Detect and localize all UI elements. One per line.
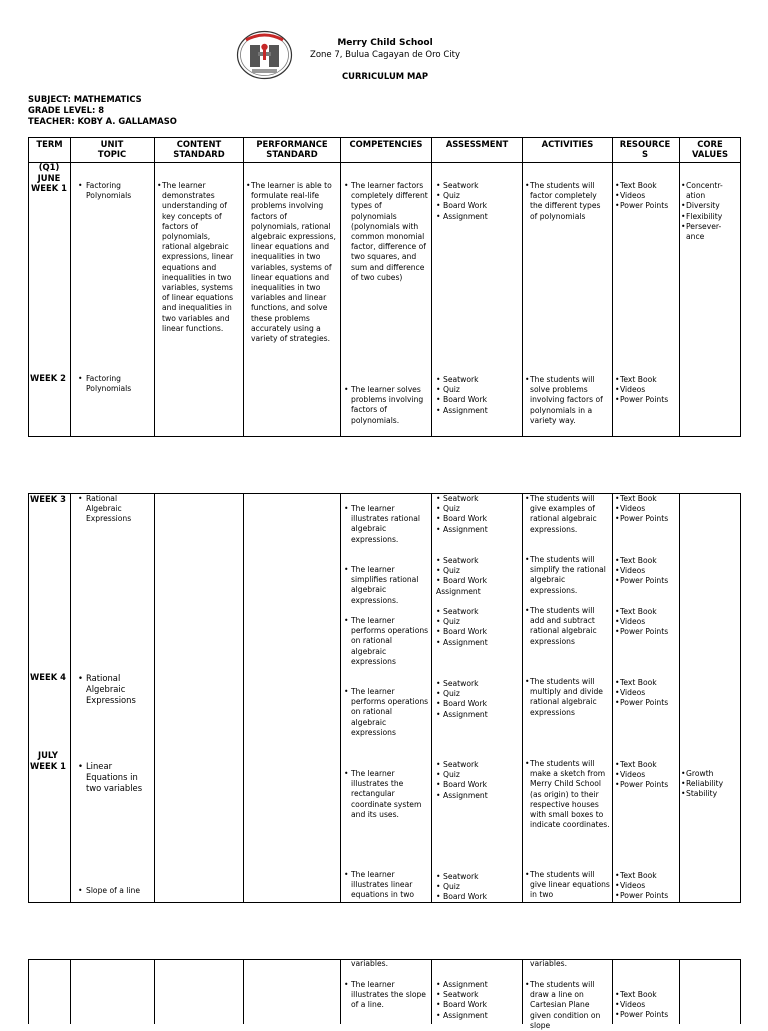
resource-item: • Power Points	[615, 698, 679, 708]
core-value: • Growth	[681, 769, 739, 779]
assessment-list	[436, 760, 520, 801]
assessment-item: • Board Work	[436, 576, 520, 586]
assessment-item: • Assignment	[436, 212, 520, 222]
activity: • The students will simplify the rational algebraic expressions.	[525, 555, 610, 596]
grade-label: GRADE LEVEL: 8	[28, 105, 105, 115]
assessment-item: Assignment	[436, 586, 481, 596]
competency-continued: variables.	[351, 959, 389, 968]
competency: • The learner simplifies rational algebraic expressions.	[344, 565, 429, 606]
resource-item: • Videos	[615, 385, 679, 395]
unit-topic: • Linear Equations in two variables	[78, 761, 150, 795]
assessment-bullets	[436, 556, 520, 587]
unit-topic: • Slope of a line	[78, 886, 150, 896]
resource-item: • Text Book	[615, 990, 679, 1000]
resources-list	[615, 494, 679, 525]
resources-list	[615, 375, 679, 406]
assessment-item: • Board Work	[436, 1000, 520, 1010]
assessment-item: • Quiz	[436, 191, 520, 201]
document-title: CURRICULUM MAP	[342, 71, 428, 81]
resources-list	[615, 556, 679, 587]
competency-cell	[344, 870, 429, 901]
subject-label: SUBJECT: MATHEMATICS	[28, 94, 142, 104]
content-standard: • The learner demonstrates understanding of key concepts of factors of polynomials, rational algebraic expressions, linear equations and inequalities in two variables, systems of linear equations and inequalities in two variables and linear functions.	[157, 181, 241, 334]
assessment-item: • Board Work	[436, 780, 520, 790]
resource-item: • Videos	[615, 688, 679, 698]
header-unit-topic: UNIT TOPIC	[97, 139, 127, 159]
activity-cell	[525, 494, 610, 535]
activity-cell	[525, 555, 610, 596]
term-week-2: WEEK 2	[30, 373, 66, 383]
term-week-4: WEEK 4	[30, 672, 66, 682]
resource-item: • Power Points	[615, 780, 679, 790]
assessment-list	[436, 494, 520, 535]
performance-standard: • The learner is able to formulate real-life problems involving factors of polynomials, rational algebraic expressions, linear equations and inequalities in two variables, systems of linear equations and inequalities in two variables and linear functions, and solve these problems accurately using a variety of strategies.	[246, 181, 337, 344]
assessment-item: • Assignment	[436, 710, 520, 720]
core-values-list	[681, 181, 739, 242]
assessment-list	[436, 872, 520, 903]
unit-topic-cell	[78, 673, 150, 707]
resource-item: • Videos	[615, 566, 679, 576]
resource-item: • Videos	[615, 770, 679, 780]
activity: • The students will make a sketch from Merry Child School (as origin) to their respective houses with small boxes to indicate coordinates.	[525, 759, 610, 830]
resource-item: • Text Book	[615, 678, 679, 688]
resource-item: • Power Points	[615, 514, 679, 524]
activity-cell	[525, 980, 610, 1031]
header-core-values: CORE VALUES	[692, 139, 728, 159]
school-address: Zone 7, Bulua Cagayan de Oro City	[310, 50, 460, 60]
content-standard-cell	[157, 181, 241, 334]
assessment-item: • Board Work	[436, 699, 520, 709]
resources-list	[615, 990, 679, 1021]
resource-item: • Power Points	[615, 627, 679, 637]
resources-list	[615, 760, 679, 791]
competency: • The learner illustrates the slope of a line.	[344, 980, 429, 1011]
assessment-item: • Seatwork	[436, 990, 520, 1000]
assessment-item: • Assignment	[436, 1011, 520, 1021]
assessment-item: • Board Work	[436, 627, 520, 637]
assessment-list	[436, 607, 520, 648]
activity: • The students will factor completely the different types of polynomials	[525, 181, 610, 222]
term-q1-june-week-1: (Q1) JUNE WEEK 1	[31, 162, 67, 193]
term-week-3: WEEK 3	[30, 494, 66, 504]
assessment-list	[436, 375, 520, 416]
core-value: • Persever-ance	[681, 222, 739, 242]
assessment-item: • Seatwork	[436, 556, 520, 566]
school-logo	[236, 30, 293, 80]
core-value: • Concentr-ation	[681, 181, 739, 201]
assessment-item: • Seatwork	[436, 872, 520, 882]
resource-item: • Power Points	[615, 576, 679, 586]
activity-continued: variables.	[530, 959, 568, 968]
unit-topic-cell	[78, 181, 150, 201]
assessment-item: • Board Work	[436, 201, 520, 211]
assessment-list	[436, 181, 520, 222]
assessment-item: • Quiz	[436, 385, 520, 395]
resource-item: • Text Book	[615, 181, 679, 191]
resources-list	[615, 181, 679, 212]
unit-topic-cell	[78, 374, 150, 394]
competency-cell	[344, 980, 429, 1011]
performance-standard-cell	[246, 181, 337, 344]
resource-item: • Videos	[615, 504, 679, 514]
header-resources: RESOURCE S	[619, 139, 671, 159]
resources-list	[615, 871, 679, 902]
header-performance-standard: PERFORMANCE STANDARD	[256, 139, 328, 159]
assessment-item: • Quiz	[436, 566, 520, 576]
assessment-item: • Assignment	[436, 791, 520, 801]
activity: • The students will multiply and divide rational algebraic expressions	[525, 677, 610, 718]
resource-item: • Videos	[615, 1000, 679, 1010]
unit-topic-cell	[78, 494, 150, 525]
assessment-item: • Assignment	[436, 638, 520, 648]
assessment-list	[436, 556, 520, 597]
competency-cell	[344, 616, 429, 667]
competency: • The learner illustrates the rectangular coordinate system and its uses.	[344, 769, 429, 820]
assessment-item: • Board Work	[436, 514, 520, 524]
header-assessment: ASSESSMENT	[445, 139, 509, 149]
assessment-item: • Seatwork	[436, 607, 520, 617]
resources-list	[615, 607, 679, 638]
competency: • The learner factors completely different types of polynomials (polynomials with common monomial factor, difference of two squares, and sum and difference of two cubes)	[344, 181, 429, 283]
assessment-item: • Board Work	[436, 395, 520, 405]
resource-item: • Text Book	[615, 760, 679, 770]
assessment-item: • Quiz	[436, 770, 520, 780]
competency: • The learner performs operations on rational algebraic expressions	[344, 687, 429, 738]
assessment-item: • Quiz	[436, 689, 520, 699]
core-value: • Stability	[681, 789, 739, 799]
core-value: • Reliability	[681, 779, 739, 789]
unit-topic: • Rational Algebraic Expressions	[78, 673, 150, 707]
resource-item: • Text Book	[615, 871, 679, 881]
activity-cell	[525, 606, 610, 647]
activity: • The students will give examples of rational algebraic expressions.	[525, 494, 610, 535]
core-values-list	[681, 769, 739, 800]
resource-item: • Text Book	[615, 556, 679, 566]
competency: • The learner solves problems involving factors of polynomials.	[344, 385, 429, 426]
assessment-item: • Quiz	[436, 617, 520, 627]
activity-cell	[525, 759, 610, 830]
assessment-item: • Seatwork	[436, 494, 520, 504]
competency-cell	[344, 504, 429, 545]
assessment-item: • Seatwork	[436, 760, 520, 770]
core-value: • Diversity	[681, 201, 739, 211]
unit-topic: • Factoring Polynomials	[78, 181, 150, 201]
resource-item: • Videos	[615, 191, 679, 201]
unit-topic: • Factoring Polynomials	[78, 374, 150, 394]
resource-item: • Text Book	[615, 607, 679, 617]
resource-item: • Power Points	[615, 1010, 679, 1020]
unit-topic-cell	[78, 761, 150, 795]
teacher-label: TEACHER: KOBY A. GALLAMASO	[28, 116, 177, 126]
competency: • The learner performs operations on rational algebraic expressions	[344, 616, 429, 667]
school-name: Merry Child School	[337, 38, 433, 48]
assessment-item: • Assignment	[436, 406, 520, 416]
resource-item: • Videos	[615, 617, 679, 627]
competency-cell	[344, 769, 429, 820]
unit-topic: • Rational Algebraic Expressions	[78, 494, 150, 525]
resource-item: • Power Points	[615, 395, 679, 405]
competency-cell	[344, 565, 429, 606]
resource-item: • Videos	[615, 881, 679, 891]
resource-item: • Power Points	[615, 201, 679, 211]
competency: • The learner illustrates linear equations in two	[344, 870, 429, 901]
activity-cell	[525, 677, 610, 718]
assessment-item: • Seatwork	[436, 375, 520, 385]
competency-cell	[344, 181, 429, 283]
activity: • The students will add and subtract rational algebraic expressions	[525, 606, 610, 647]
assessment-item: • Seatwork	[436, 679, 520, 689]
assessment-item: • Quiz	[436, 882, 520, 892]
unit-topic-cell	[78, 886, 150, 896]
assessment-item: • Board Work	[436, 892, 520, 902]
assessment-item: • Seatwork	[436, 181, 520, 191]
assessment-item: • Quiz	[436, 504, 520, 514]
header-term: TERM	[36, 139, 63, 149]
activity: • The students will give linear equations in two	[525, 870, 610, 901]
resource-item: • Power Points	[615, 891, 679, 901]
activity: • The students will solve problems involving factors of polynomials in a variety way.	[525, 375, 610, 426]
assessment-list	[436, 980, 520, 1021]
header-content-standard: CONTENT STANDARD	[173, 139, 225, 159]
resource-item: • Text Book	[615, 494, 679, 504]
activity: • The students will draw a line on Cartesian Plane given condition on slope	[525, 980, 610, 1031]
activity-cell	[525, 181, 610, 222]
competency-cell	[344, 385, 429, 426]
competency-cell	[344, 687, 429, 738]
header-competencies: COMPETENCIES	[349, 139, 423, 149]
competency: • The learner illustrates rational algebraic expressions.	[344, 504, 429, 545]
term-july-week-1: JULY WEEK 1	[30, 750, 66, 771]
header-activities: ACTIVITIES	[541, 139, 594, 149]
assessment-list	[436, 679, 520, 720]
activity-cell	[525, 870, 610, 901]
resource-item: • Text Book	[615, 375, 679, 385]
assessment-item: • Assignment	[436, 525, 520, 535]
assessment-item: • Assignment	[436, 980, 520, 990]
core-value: • Flexibility	[681, 212, 739, 222]
resources-list	[615, 678, 679, 709]
activity-cell	[525, 375, 610, 426]
